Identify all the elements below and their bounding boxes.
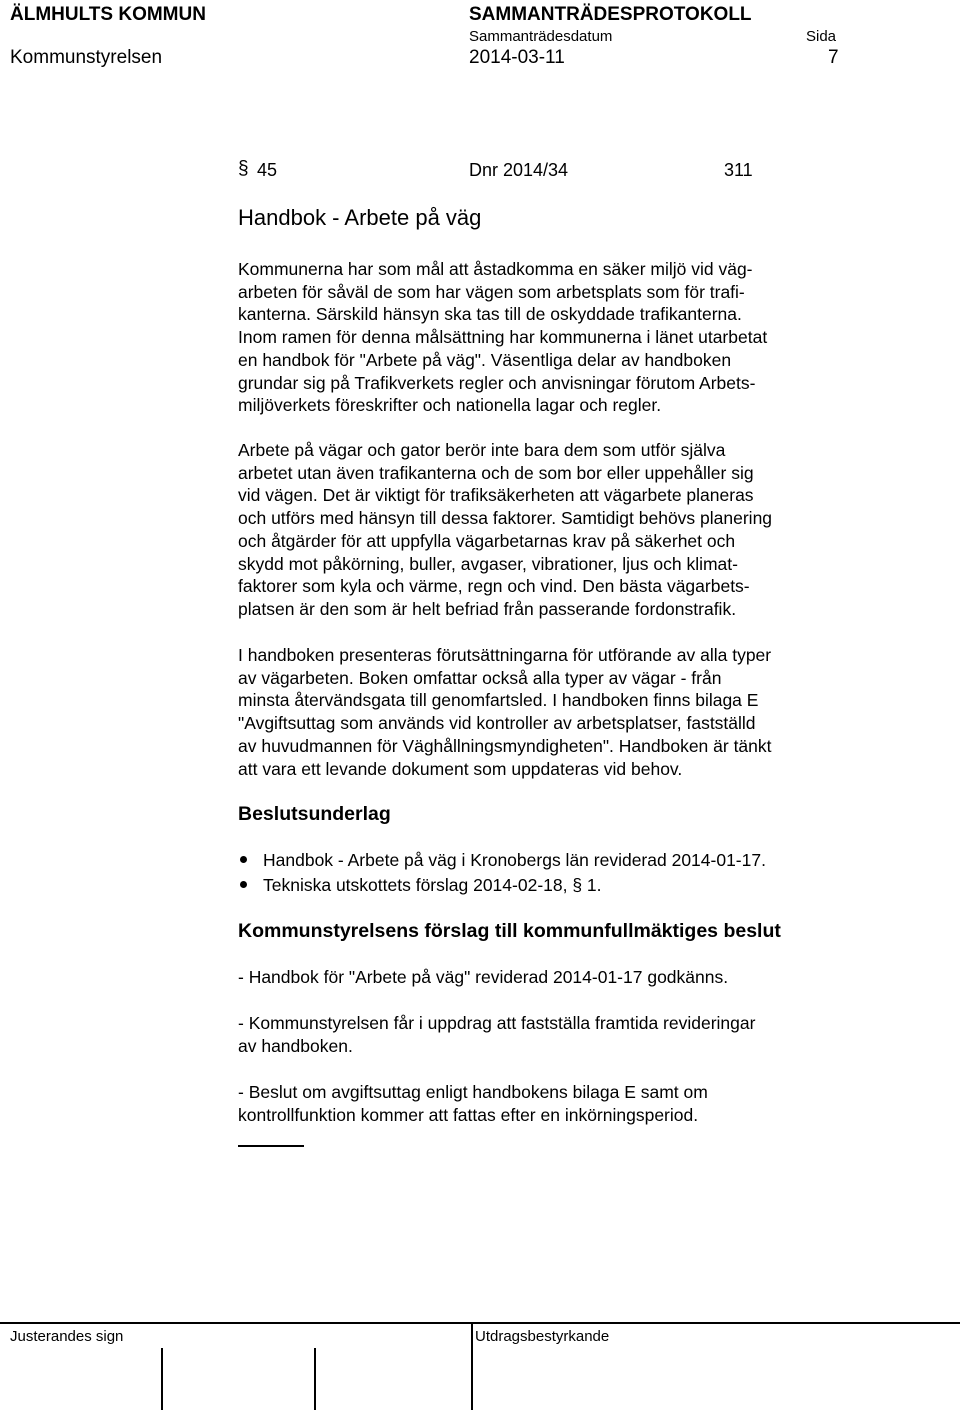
archive-code: 311 xyxy=(724,160,753,180)
page-label: Sida xyxy=(806,28,837,45)
proposal-item-3 xyxy=(238,1081,838,1126)
basis-item-2 xyxy=(240,875,602,896)
text-line: arbetet utan även trafikanterna och de som bor eller uppehåller sig xyxy=(238,462,754,483)
basis-heading: Beslutsunderlag xyxy=(238,803,391,825)
signature-divider xyxy=(314,1348,316,1410)
text-line: skydd mot påkörning, buller, avgaser, vibrationer, ljus och klimat- xyxy=(238,553,738,574)
text-line: och utförs med hänsyn till dessa faktorer. Samtidigt behövs planering xyxy=(238,508,773,529)
justification-label: Justerandes sign xyxy=(10,1328,124,1345)
text-line: - Handbok för "Arbete på väg" reviderad 2014-01-17 godkänns. xyxy=(238,967,729,987)
date-label: Sammanträdesdatum xyxy=(469,28,613,45)
text-line: av handboken. xyxy=(238,1035,353,1056)
proposal-item-2 xyxy=(238,1012,838,1057)
text-line: platsen är den som är helt befriad från passerande fordonstrafik. xyxy=(238,598,737,619)
text-line: Arbete på vägar och gator berör inte bara dem som utför själva xyxy=(238,440,726,460)
text-line: kontrollfunktion kommer att fattas efter en inkörningsperiod. xyxy=(238,1104,699,1125)
paragraph-2 xyxy=(238,439,838,621)
text-line: Kommunerna har som mål att åstadkomma en säker miljö vid väg- xyxy=(238,259,753,279)
text-line: en handbok för "Arbete på väg". Väsentliga delar av handboken xyxy=(238,349,732,370)
protocol-title: SAMMANTRÄDESPROTOKOLL xyxy=(469,4,752,25)
meeting-date: 2014-03-11 xyxy=(469,47,565,68)
text-line: "Avgiftsuttag som används vid kontroller av arbetsplatser, fastställd xyxy=(238,713,756,734)
text-line: vid vägen. Det är viktigt för trafiksäkerheten att vägarbete planeras xyxy=(238,485,754,506)
org-name: ÄLMHULTS KOMMUN xyxy=(10,4,206,25)
text-line: miljöverkets föreskrifter och nationella lagar och regler. xyxy=(238,395,662,416)
paragraph-3 xyxy=(238,644,838,780)
bullet-icon xyxy=(240,881,247,888)
basis-item-1 xyxy=(240,850,766,871)
text-line: I handboken presenteras förutsättningarna för utförande av alla typer xyxy=(238,645,772,665)
text-line: att vara ett levande dokument som uppdateras vid behov. xyxy=(238,758,683,779)
signature-divider xyxy=(161,1348,163,1410)
proposal-item-1 xyxy=(238,966,838,989)
signature-divider xyxy=(471,1322,473,1410)
text-line: och åtgärder för att uppfylla vägarbetarnas krav på säkerhet och xyxy=(238,530,736,551)
text-line: - Kommunstyrelsen får i uppdrag att fastställa framtida revideringar xyxy=(238,1013,756,1033)
text-line: arbeten för såväl de som har vägen som arbetsplats som för trafi- xyxy=(238,281,745,302)
page-number: 7 xyxy=(828,47,839,68)
end-rule xyxy=(238,1145,304,1147)
text-line: kanterna. Särskild hänsyn ska tas till de oskyddade trafikanterna. xyxy=(238,304,742,325)
committee-name: Kommunstyrelsen xyxy=(10,47,163,68)
text-line: av vägarbeten. Boken omfattar också alla typer av vägar - från xyxy=(238,667,722,688)
text-line: - Beslut om avgiftsuttag enligt handbokens bilaga E samt om xyxy=(238,1082,708,1102)
text-line: Inom ramen för denna målsättning har kommunerna i länet utarbetat xyxy=(238,327,768,348)
basis-item-text: Tekniska utskottets förslag 2014-02-18, § 1. xyxy=(263,875,602,895)
bullet-icon xyxy=(240,856,247,863)
paragraph-1 xyxy=(238,258,838,417)
excerpt-certification-label: Utdragsbestyrkande xyxy=(475,1328,610,1345)
text-line: minsta återvändsgata till genomfartsled. I handboken finns bilaga E xyxy=(238,690,759,711)
text-line: grundar sig på Trafikverkets regler och anvisningar förutom Arbets- xyxy=(238,372,756,393)
proposal-heading: Kommunstyrelsens förslag till kommunfullmäktiges beslut xyxy=(238,920,781,942)
dnr: Dnr 2014/34 xyxy=(469,160,569,180)
footer-rule xyxy=(0,1322,960,1324)
basis-item-text: Handbok - Arbete på väg i Kronobergs län reviderad 2014-01-17. xyxy=(263,850,766,870)
text-line: av huvudmannen för Väghållningsmyndigheten". Handboken är tänkt xyxy=(238,735,772,756)
section-symbol: § xyxy=(238,158,249,179)
text-line: faktorer som kyla och värme, regn och vind. Den bästa vägarbets- xyxy=(238,576,750,597)
item-title: Handbok - Arbete på väg xyxy=(238,205,482,230)
item-number: 45 xyxy=(257,160,278,180)
